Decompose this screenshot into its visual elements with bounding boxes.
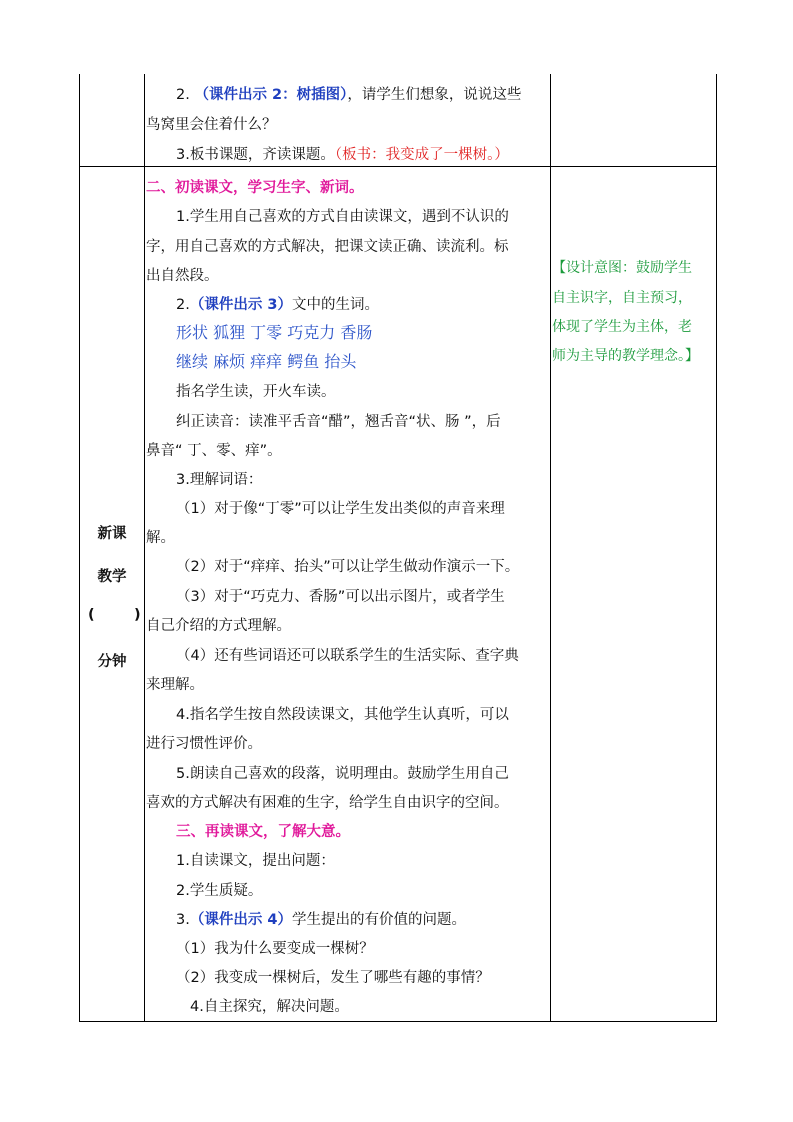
table-border-left xyxy=(79,74,80,1022)
para-10-line-2: 进行习惯性评价。 xyxy=(146,736,262,752)
para-3: 指名学生读，开火车读。 xyxy=(176,384,336,400)
para-11-line-1: 5.朗读自己喜欢的段落，说明理由。鼓励学生用自己 xyxy=(176,766,509,782)
design-intent-line-3: 体现了学生为主体，老 xyxy=(552,319,692,335)
table-divider-1 xyxy=(144,74,145,1022)
para-1-line-2: 字，用自己喜欢的方式解决，把课文读正确、读流利。标 xyxy=(146,239,509,255)
question-2: 2.学生质疑。 xyxy=(176,883,263,899)
design-intent-line-1: 【设计意图：鼓励学生 xyxy=(552,260,692,276)
para-8-line-1: （3）对于“巧克力、香肠”可以出示图片，或者学生 xyxy=(176,589,505,605)
left-label-jiaoxue: 教学 xyxy=(97,569,127,585)
para-7: （2）对于“痒痒、抬头”可以让学生做动作演示一下。 xyxy=(176,559,520,575)
section-2-title: 二、初读课文，学习生字、新词。 xyxy=(146,180,364,196)
vocab-line-1: 形状 狐狸 丁零 巧克力 香肠 xyxy=(176,323,373,342)
left-label-xinke: 新课 xyxy=(97,526,127,542)
design-intent-line-4: 师为主导的教学理念。】 xyxy=(552,348,699,364)
para-4-line-1: 纠正读音：读准平舌音“醋”，翘舌音“状、肠 ”，后 xyxy=(176,414,501,430)
para-11-line-2: 喜欢的方式解决有困难的生字，给学生自由识字的空间。 xyxy=(146,795,509,811)
table-border-bottom xyxy=(79,1021,717,1022)
para-6-line-1: （1）对于像“丁零”可以让学生发出类似的声音来理 xyxy=(176,501,505,517)
table-divider-2 xyxy=(550,74,551,1022)
table-row-divider xyxy=(79,166,717,167)
left-label-fenzhong: 分钟 xyxy=(97,654,127,670)
top-item-2: 2. （课件出示 2：树插图），请学生们想象，说说这些 xyxy=(176,87,522,103)
para-4-line-2: 鼻音“ 丁、零、痒”。 xyxy=(146,443,282,459)
para-10-line-1: 4.指名学生按自然段读课文，其他学生认真听，可以 xyxy=(176,707,509,723)
table-border-right xyxy=(716,74,717,1022)
para-9-line-2: 来理解。 xyxy=(146,677,204,693)
question-4: （1）我为什么要变成一棵树？ xyxy=(176,941,374,957)
section-3-title: 三、再读课文，了解大意。 xyxy=(176,824,350,840)
design-intent-line-2: 自主识字，自主预习， xyxy=(552,290,692,306)
question-1: 1.自读课文，提出问题： xyxy=(176,853,335,869)
para-9-line-1: （4）还有些词语还可以联系学生的生活实际、查字典 xyxy=(176,648,519,664)
question-3: 3.（课件出示 4）学生提出的有价值的问题。 xyxy=(176,912,466,928)
para-1-line-3: 出自然段。 xyxy=(146,268,219,284)
question-5: （2）我变成一棵树后，发生了哪些有趣的事情？ xyxy=(176,970,490,986)
para-1-line-1: 1.学生用自己喜欢的方式自由读课文，遇到不认识的 xyxy=(176,209,509,225)
vocab-line-2: 继续 麻烦 痒痒 鳄鱼 抬头 xyxy=(176,352,357,371)
top-item-3: 3.板书课题，齐读课题。（板书：我变成了一棵树。） xyxy=(176,147,509,163)
question-6: 4.自主探究，解决问题。 xyxy=(190,999,349,1015)
top-item-2-cont: 鸟窝里会住着什么？ xyxy=(146,117,277,133)
para-6-line-2: 解。 xyxy=(146,530,175,546)
para-2: 2.（课件出示 3）文中的生词。 xyxy=(176,297,379,313)
para-5: 3.理解词语： xyxy=(176,472,263,488)
para-8-line-2: 自己介绍的方式理解。 xyxy=(146,618,291,634)
